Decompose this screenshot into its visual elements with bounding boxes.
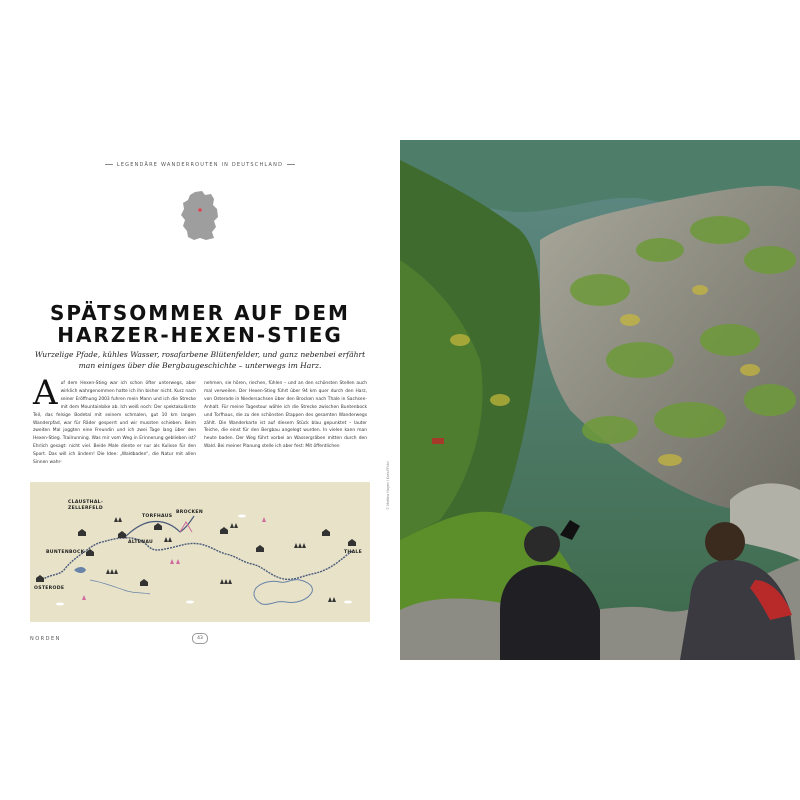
body-column-1: [33, 373, 196, 467]
town-icon-altenau: [118, 531, 126, 538]
pink-tree-icon: [262, 517, 266, 522]
tree-icon: [230, 523, 234, 528]
cloud-icon: [238, 515, 246, 518]
tree-icon: [224, 579, 228, 584]
route-line: [42, 538, 354, 580]
tree-icon: [164, 537, 168, 542]
tree-icon: [110, 569, 114, 574]
drop-cap: A: [33, 373, 58, 413]
rock-gorge-photo: [400, 140, 800, 660]
town-icon-torfhaus: [154, 523, 162, 530]
tree-icon: [114, 517, 118, 522]
lake-small: [74, 567, 86, 573]
article-title: [30, 302, 370, 346]
germany-map-icon: [178, 190, 222, 242]
cloud-icon: [186, 601, 194, 604]
town-icon-mid3: [140, 579, 148, 586]
lake-shape: [254, 580, 312, 605]
body-text-2: nehmen, sie hören, riechen, fühlen – und an den schönsten Stellen auch mal verweilen. Der Hexen-Stieg führt über 94 km quer durch den Harz, von Osterode in Niedersachsen über den Brocken nach Thale in Sachsen-Anhalt. Für meine Tagestour wähle ich die Strecke zwischen Buntenbock und Torfhaus, die zu den schönsten Etappen des gesamten Wanderwegs zählt. Die Wanderkarte ist auf diesem Stück blau gepunktet – lauter Teiche, die einst für den Bergbau angelegt wurden. In vielen kann man heute baden. Der Weg führt vorbei an Wassergräben mitten durch den Wald. Bei meiner Planung stelle ich aber fest: Mit öffentlichen: [204, 381, 367, 450]
tree-icon: [294, 543, 298, 548]
cloud-icon: [344, 601, 352, 604]
title-line-1: SPÄTSOMMER AUF DEM: [50, 301, 350, 325]
town-icon-clausthal: [78, 529, 86, 536]
map-label-clausthal: CLAUSTHAL- ZELLERFELD: [68, 500, 104, 511]
route-map: [30, 482, 370, 622]
lead-paragraph: Wurzelige Pfade, kühles Wasser, rosafarbene Blütenfelder, und ganz nebenbei erfährt man einiges über die Bergbaugeschichte – unterwegs im Harz.: [34, 350, 366, 370]
photo-credit: © Martina Hagen / Kanal?Foto!: [386, 460, 390, 510]
tree-icon: [220, 579, 224, 584]
tree-icon: [118, 517, 122, 522]
map-label-thale: THALE: [344, 550, 363, 555]
tree-icon: [106, 569, 110, 574]
cloud-icon: [56, 603, 64, 606]
tree-icon: [302, 543, 306, 548]
map-label-altenau: ALTENAU: [128, 540, 154, 545]
tree-icon: [168, 537, 172, 542]
tree-icon: [332, 597, 336, 602]
body-column-2: [204, 380, 367, 451]
pink-tree-icon: [82, 595, 86, 600]
map-label-osterode: OSTERODE: [34, 586, 65, 591]
map-label-torfhaus: TORFHAUS: [142, 514, 173, 519]
map-label-buntenbock: BUNTENBOCK: [46, 550, 85, 555]
left-page: [0, 140, 400, 660]
tree-icon: [234, 523, 238, 528]
page-number: 43: [192, 633, 208, 644]
town-icon-osterode: [36, 575, 44, 582]
town-icon-thale: [348, 539, 356, 546]
section-kicker: LEGENDÄRE WANDERROUTEN IN DEUTSCHLAND: [0, 162, 400, 168]
tree-icon: [228, 579, 232, 584]
photo-illustration: [400, 140, 800, 660]
pink-tree-icon: [176, 559, 180, 564]
tree-icon: [114, 569, 118, 574]
title-line-2: HARZER-HEXEN-STIEG: [57, 323, 343, 347]
town-icon-mid1: [256, 545, 264, 552]
footer-section-label: NORDEN: [30, 636, 61, 642]
tree-icon: [298, 543, 302, 548]
body-text-1: uf dem Hexen-Stieg war ich schon öfter unterwegs, aber wirklich wahrgenommen hatte ich ihn bisher nicht. Kurz nach seiner Eröffnung 2003 fuhren mein Mann und ich die Strecke mit dem Mountainbike ab. Ich weiß noch: Der spektakulärste Teil, das felsige Bodetal mit seinem schmalen, gut 10 km langen Wanderpfad, war für Räder gesperrt und wir mussten schieben. Beim zweiten Mal joggten eine Freundin und ich zwei Tage lang über den Hexen-Stieg. Trailrunning. Was mir vom Weg in Erinnerung geblieben ist? Ehrlich gesagt: nicht viel. Beide Male diente er nur als Kulisse für den Sport. Das will ich ändern! Die Idee: „Waldbaden“, die Natur mit allen Sinnen wahr-: [33, 381, 196, 466]
tree-icon: [328, 597, 332, 602]
map-label-brocken: BROCKEN: [176, 510, 203, 515]
town-icon-mid2: [322, 529, 330, 536]
pink-tree-icon: [170, 559, 174, 564]
town-icon-mid4: [220, 527, 228, 534]
